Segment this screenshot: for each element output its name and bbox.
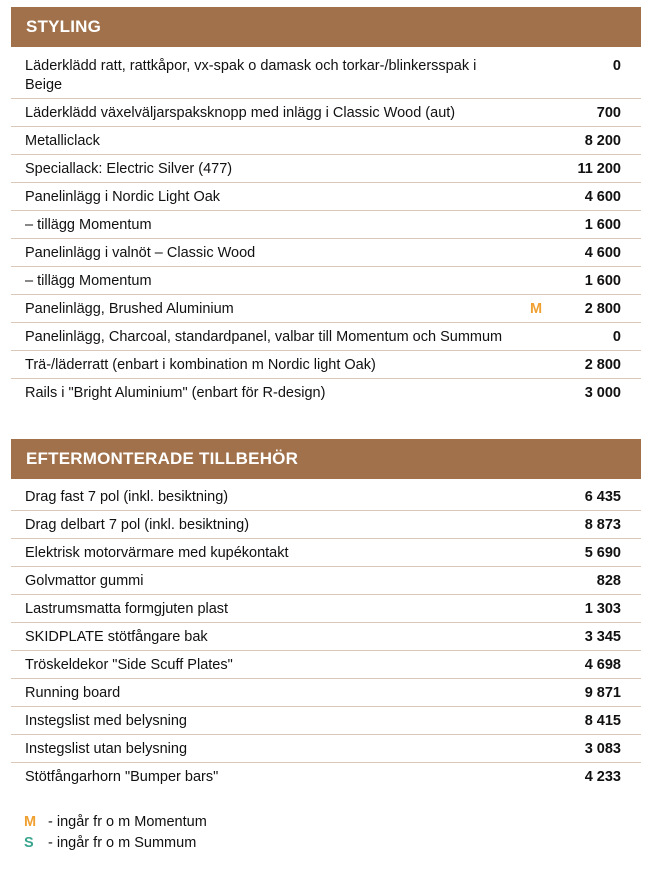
table-row <box>11 267 641 295</box>
row-price: 4 600 <box>584 245 621 261</box>
row-badge: M <box>529 301 543 317</box>
legend-key-s: S <box>24 835 34 851</box>
row-label: Panelinlägg, Charcoal, standardpanel, valbar till Momentum och Summum <box>25 329 503 345</box>
row-label: Golvmattor gummi <box>25 573 144 589</box>
row-price: 8 415 <box>584 713 621 729</box>
accessories-table <box>11 483 641 790</box>
table-row <box>11 707 641 735</box>
row-label: Lastrumsmatta formgjuten plast <box>25 601 229 617</box>
row-price: 0 <box>612 329 621 345</box>
styling-header: STYLING <box>11 7 641 47</box>
row-label: Rails i "Bright Aluminium" (enbart för R-design) <box>25 385 326 401</box>
accessories-header: EFTERMONTERADE TILLBEHÖR <box>11 439 641 479</box>
table-row <box>11 735 641 763</box>
table-row <box>11 623 641 651</box>
table-row <box>11 595 641 623</box>
row-label: Tröskeldekor "Side Scuff Plates" <box>25 657 233 673</box>
row-price: 5 690 <box>584 545 621 561</box>
table-row <box>11 511 641 539</box>
table-row <box>11 155 641 183</box>
legend-item-s <box>24 833 207 854</box>
row-price: 1 600 <box>584 217 621 233</box>
row-label: Panelinlägg i Nordic Light Oak <box>25 189 221 205</box>
row-label: Instegslist utan belysning <box>25 741 188 757</box>
table-row <box>11 52 641 99</box>
table-row <box>11 183 641 211</box>
table-row <box>11 127 641 155</box>
table-row <box>11 379 641 406</box>
table-row <box>11 239 641 267</box>
row-price: 3 083 <box>584 741 621 757</box>
row-price: 9 871 <box>584 685 621 701</box>
row-price: 4 600 <box>584 189 621 205</box>
table-row <box>11 483 641 511</box>
table-row <box>11 323 641 351</box>
row-label: Running board <box>25 685 121 701</box>
row-label: Panelinlägg i valnöt – Classic Wood <box>25 245 256 261</box>
row-price: 8 200 <box>584 133 621 149</box>
legend-key-m: M <box>24 814 37 830</box>
row-price: 2 800 <box>584 357 621 373</box>
row-label: Instegslist med belysning <box>25 713 187 729</box>
row-price: 0 <box>612 58 621 74</box>
table-row <box>11 99 641 127</box>
row-label: Trä-/läderratt (enbart i kombination m Nordic light Oak) <box>25 357 376 373</box>
row-label: Läderklädd ratt, rattkåpor, vx-spak o damask och torkar-/blinkersspak i Beige <box>25 58 477 93</box>
row-label: Läderklädd växelväljarspaksknopp med inlägg i Classic Wood (aut) <box>25 105 456 121</box>
row-label: Metalliclack <box>25 133 100 149</box>
row-price: 4 698 <box>584 657 621 673</box>
legend-item-m <box>24 812 207 833</box>
row-label: – tillägg Momentum <box>25 217 152 233</box>
legend <box>24 812 207 854</box>
row-label: SKIDPLATE stötfångare bak <box>25 629 208 645</box>
row-price: 2 800 <box>584 301 621 317</box>
row-price: 8 873 <box>584 517 621 533</box>
row-price: 1 303 <box>584 601 621 617</box>
table-row <box>11 295 641 323</box>
row-price: 3 000 <box>584 385 621 401</box>
table-row <box>11 567 641 595</box>
legend-text-m: - ingår fr o m Momentum <box>48 814 207 830</box>
row-price: 4 233 <box>584 769 621 785</box>
table-row <box>11 351 641 379</box>
table-row <box>11 763 641 790</box>
legend-text-s: - ingår fr o m Summum <box>48 835 197 851</box>
styling-table <box>11 52 641 406</box>
row-label: Drag fast 7 pol (inkl. besiktning) <box>25 489 229 505</box>
table-row <box>11 211 641 239</box>
table-row <box>11 539 641 567</box>
table-row <box>11 651 641 679</box>
row-price: 700 <box>596 105 621 121</box>
row-price: 6 435 <box>584 489 621 505</box>
row-label: Elektrisk motorvärmare med kupékontakt <box>25 545 289 561</box>
row-label: Stötfångarhorn "Bumper bars" <box>25 769 219 785</box>
row-label: – tillägg Momentum <box>25 273 152 289</box>
row-label: Drag delbart 7 pol (inkl. besiktning) <box>25 517 250 533</box>
row-label: Panelinlägg, Brushed Aluminium <box>25 301 234 317</box>
row-price: 11 200 <box>577 161 621 177</box>
table-row <box>11 679 641 707</box>
row-price: 3 345 <box>584 629 621 645</box>
row-price: 828 <box>596 573 621 589</box>
row-label: Speciallack: Electric Silver (477) <box>25 161 233 177</box>
row-price: 1 600 <box>584 273 621 289</box>
